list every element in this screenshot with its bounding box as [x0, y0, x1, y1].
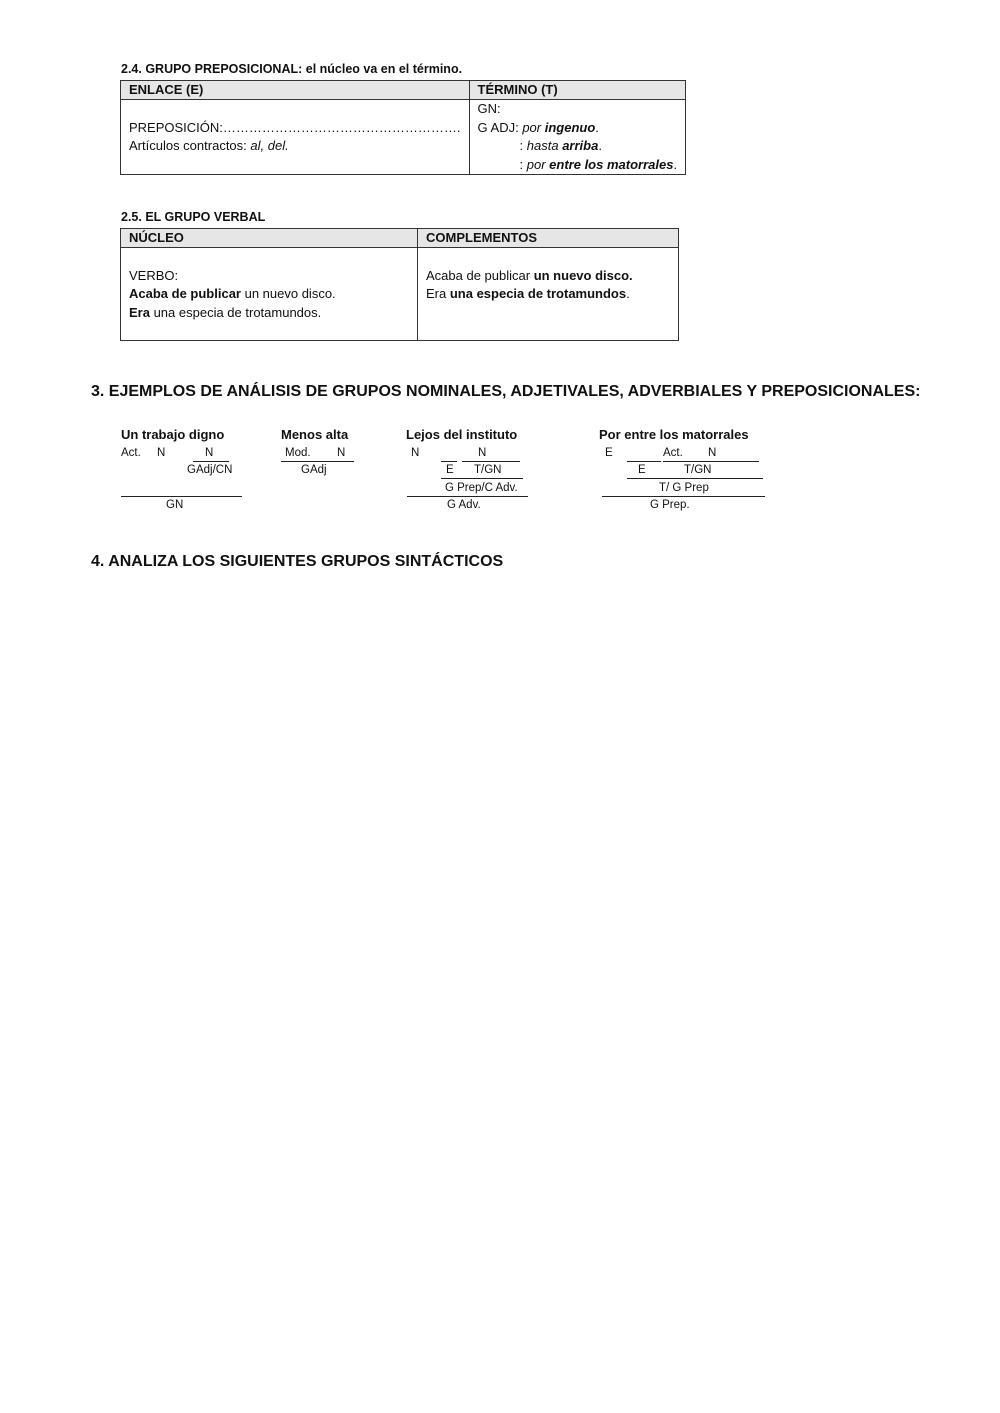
- hasta-arriba-line: : hasta arriba.: [519, 138, 602, 153]
- example-title: Por entre los matorrales: [599, 427, 749, 442]
- tag-gn: GN: [166, 499, 184, 511]
- nucleo-cell: [121, 248, 418, 341]
- tag-n: N: [157, 447, 166, 459]
- tag-n: N: [708, 447, 717, 459]
- tag-e: E: [638, 464, 646, 476]
- entre-matorrales-line: : por entre los matorrales.: [519, 156, 678, 172]
- section-3-title: 3. EJEMPLOS DE ANÁLISIS DE GRUPOS NOMINALES, ADJETIVALES, ADVERBIALES Y PREPOSICIONALES:: [91, 383, 921, 400]
- nucleo-example-2: Era una especia de trotamundos.: [129, 304, 322, 320]
- tag-e: E: [446, 464, 454, 476]
- tag-g-adv: G Adv.: [447, 499, 481, 511]
- tag-gadj-cn: GAdj/CN: [187, 464, 233, 476]
- tag-n: N: [205, 447, 214, 459]
- termino-cell: [469, 100, 686, 175]
- tag-mod: Mod.: [285, 447, 311, 459]
- tag-gadj: GAdj: [301, 464, 327, 476]
- underline: [121, 496, 242, 497]
- tag-t-g-prep: T/ G Prep: [659, 482, 709, 494]
- underline: [281, 461, 354, 462]
- section-2-4-title: 2.4. GRUPO PREPOSICIONAL: el núcleo va en el término.: [121, 62, 463, 76]
- underline: [441, 478, 523, 479]
- tag-n: N: [478, 447, 487, 459]
- verbal-group-table: [120, 228, 679, 341]
- prepositional-group-table: [120, 80, 686, 175]
- underline: [193, 461, 229, 462]
- col-nucleo-header: NÚCLEO: [121, 229, 418, 248]
- underline: [462, 461, 520, 462]
- example-title: Menos alta: [281, 427, 349, 442]
- tag-e: E: [605, 447, 613, 459]
- tag-t-gn: T/GN: [684, 464, 712, 476]
- underline: [602, 496, 765, 497]
- tag-act: Act.: [121, 447, 141, 459]
- complementos-example-2: Era una especia de trotamundos.: [426, 286, 630, 301]
- gadj-line: G ADJ: por ingenuo.: [477, 119, 599, 135]
- underline: [627, 461, 661, 462]
- underline: [441, 461, 457, 462]
- col-termino-header: TÉRMINO (T): [469, 81, 686, 100]
- nucleo-example-1: Acaba de publicar un nuevo disco.: [129, 286, 336, 301]
- complementos-cell: [418, 248, 679, 341]
- example-title: Lejos del instituto: [406, 427, 518, 442]
- enlace-cell: [121, 100, 470, 175]
- section-4-title: 4. ANALIZA LOS SIGUIENTES GRUPOS SINTÁCTICOS: [91, 553, 504, 570]
- preposicion-line: PREPOSICIÓN:……………………………………………….: [129, 119, 461, 135]
- tag-n: N: [337, 447, 346, 459]
- tag-act: Act.: [663, 447, 683, 459]
- verbo-line: VERBO:: [129, 267, 179, 283]
- gn-line: GN:: [477, 101, 501, 116]
- underline: [627, 478, 763, 479]
- col-enlace-header: ENLACE (E): [121, 81, 470, 100]
- col-complementos-header: COMPLEMENTOS: [418, 229, 679, 248]
- articulos-line: Artículos contractos: al, del.: [129, 138, 289, 153]
- underline: [407, 496, 528, 497]
- example-title: Un trabajo digno: [121, 427, 225, 442]
- tag-n: N: [411, 447, 420, 459]
- tag-g-prep-c-adv: G Prep/C Adv.: [445, 482, 518, 494]
- tag-t-gn: T/GN: [474, 464, 502, 476]
- section-2-5-title: 2.5. EL GRUPO VERBAL: [121, 210, 266, 224]
- underline: [663, 461, 759, 462]
- tag-g-prep: G Prep.: [650, 499, 690, 511]
- complementos-example-1: Acaba de publicar un nuevo disco.: [426, 267, 633, 283]
